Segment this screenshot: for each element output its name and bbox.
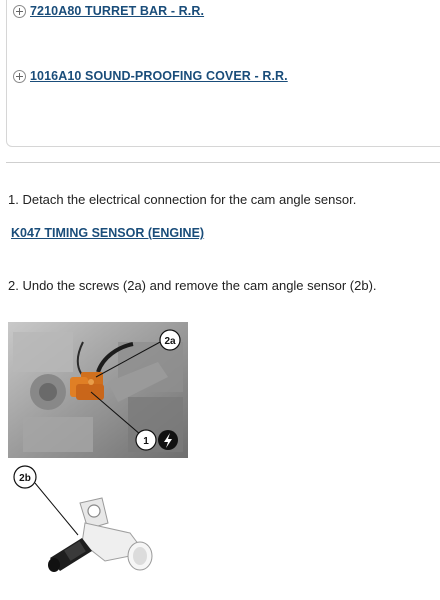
callout-2a-label: 2a xyxy=(164,336,176,347)
sensor-photo xyxy=(10,463,160,583)
operation-link-sound-proofing-cover[interactable] xyxy=(13,69,288,83)
section-divider xyxy=(6,162,440,163)
timing-sensor-link[interactable]: K047 TIMING SENSOR (ENGINE) xyxy=(11,226,205,240)
callout-1-label: 1 xyxy=(143,436,149,447)
operation-label[interactable]: 7210A80 TURRET BAR - R.R. xyxy=(30,4,205,18)
expand-plus-icon[interactable] xyxy=(13,5,26,18)
engine-photo xyxy=(8,322,188,458)
step-2-text: 2. Undo the screws (2a) and remove the cam angle sensor (2b). xyxy=(8,278,377,293)
callout-2b-label: 2b xyxy=(19,473,31,484)
operations-card xyxy=(6,0,440,147)
expand-plus-icon[interactable] xyxy=(13,70,26,83)
operation-label[interactable]: 1016A10 SOUND-PROOFING COVER - R.R. xyxy=(30,69,288,83)
step-1-text: 1. Detach the electrical connection for the cam angle sensor. xyxy=(8,192,357,207)
operation-link-turret-bar[interactable] xyxy=(13,4,204,18)
